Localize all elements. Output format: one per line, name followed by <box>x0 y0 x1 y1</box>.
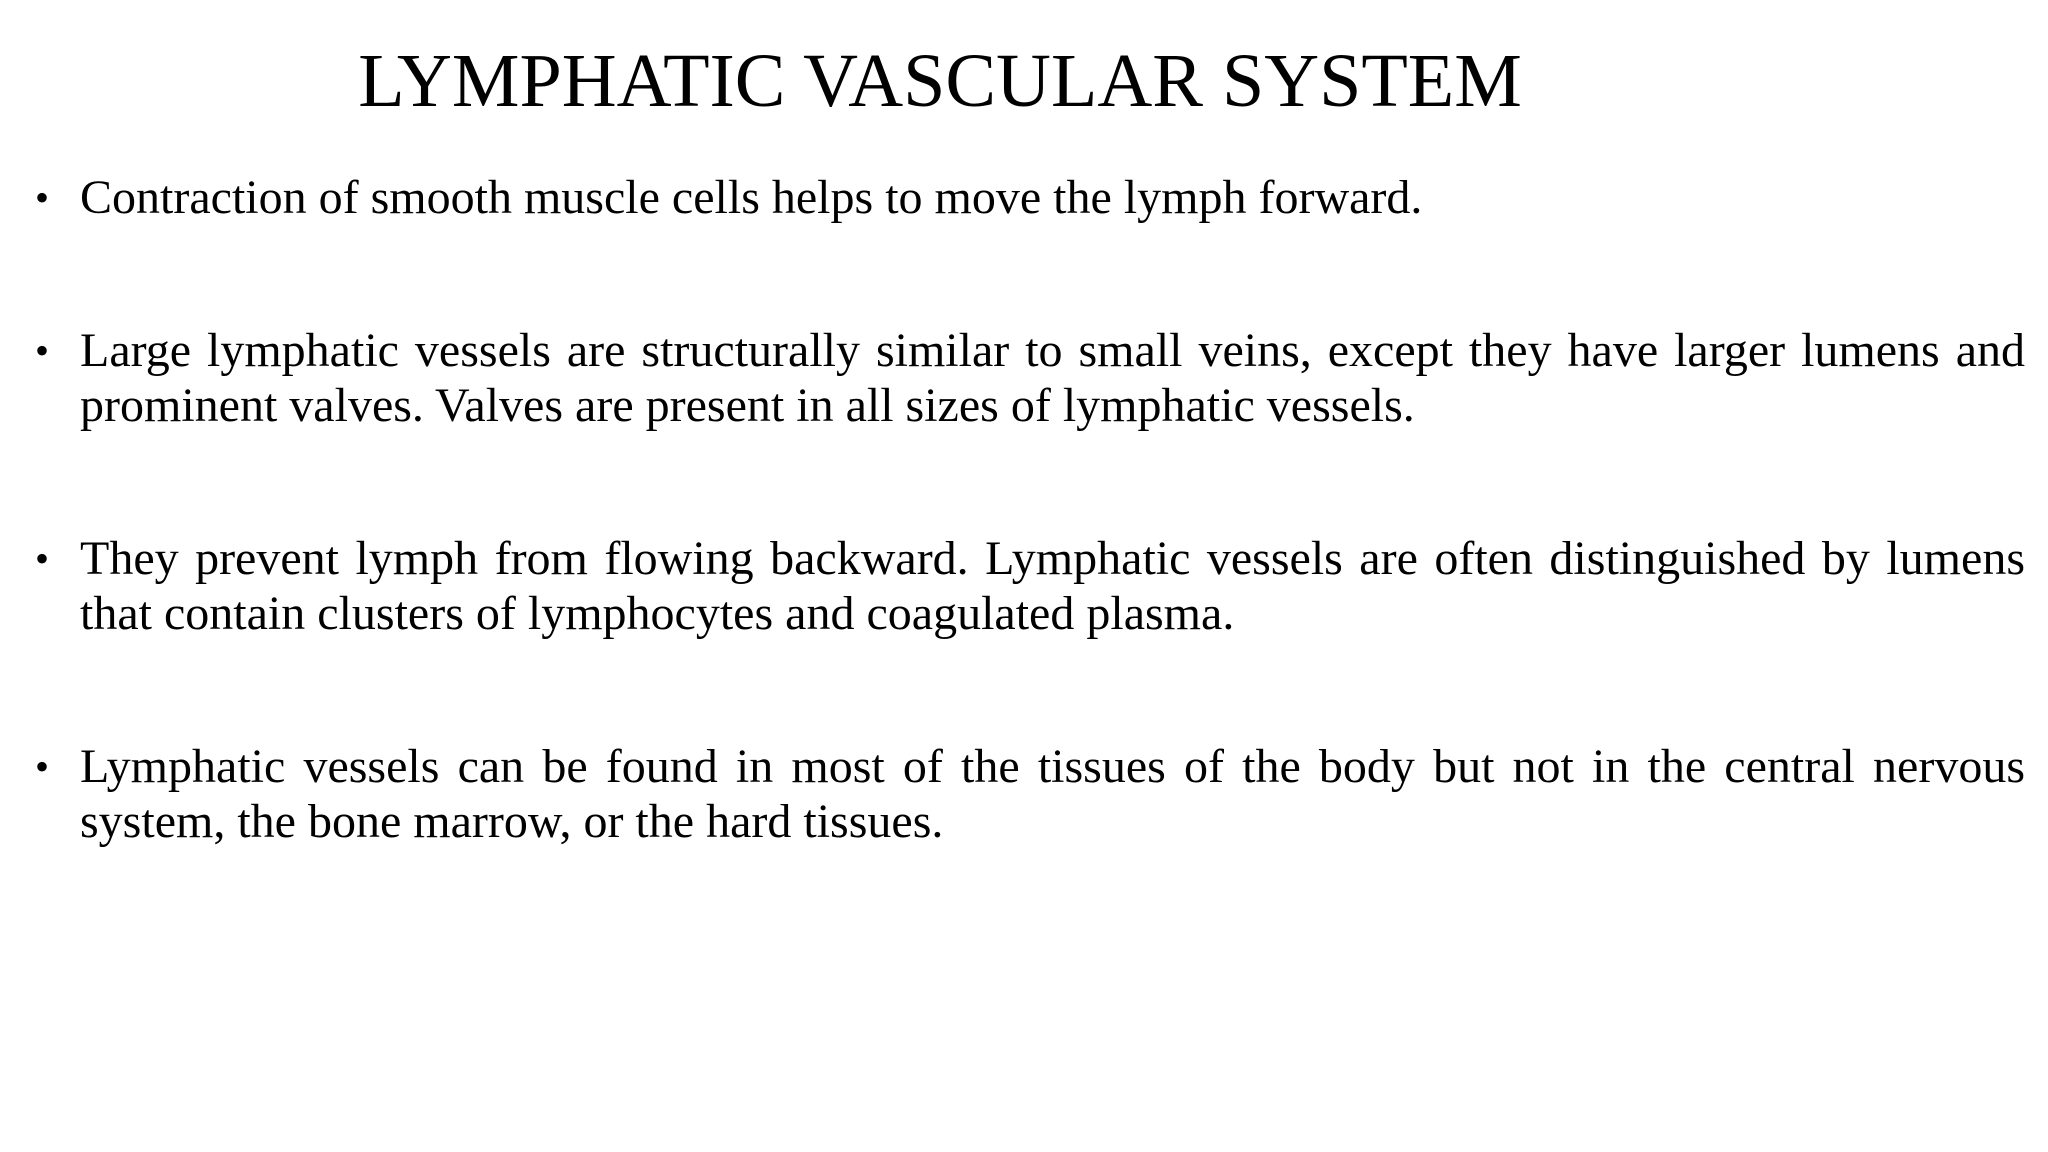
bullet-item <box>35 170 2025 225</box>
bullet-text: Contraction of smooth muscle cells helps to move the lymph forward. <box>80 171 1423 224</box>
bullet-text: Large lymphatic vessels are structurally similar to small veins, except they have larger lumens and prominent valves. Valves are present in all sizes of lymphatic vessels. <box>80 324 2025 432</box>
bullet-text: Lymphatic vessels can be found in most of the tissues of the body but not in the central nervous system, the bone marrow, or the hard tissues. <box>80 740 2025 848</box>
slide-title: LYMPHATIC VASCULAR SYSTEM <box>358 39 1522 123</box>
bullet-icon: • <box>35 744 50 789</box>
bullet-icon: • <box>35 536 50 581</box>
bullet-item <box>35 531 2025 641</box>
bullet-icon: • <box>35 328 50 373</box>
bullet-text: They prevent lymph from flowing backward. Lymphatic vessels are often distinguished by lumens that contain clusters of lymphocytes and coagulated plasma. <box>80 532 2025 640</box>
bullet-item <box>35 323 2025 433</box>
bullet-list <box>35 170 2025 849</box>
bullet-icon: • <box>35 175 50 220</box>
bullet-item <box>35 739 2025 849</box>
